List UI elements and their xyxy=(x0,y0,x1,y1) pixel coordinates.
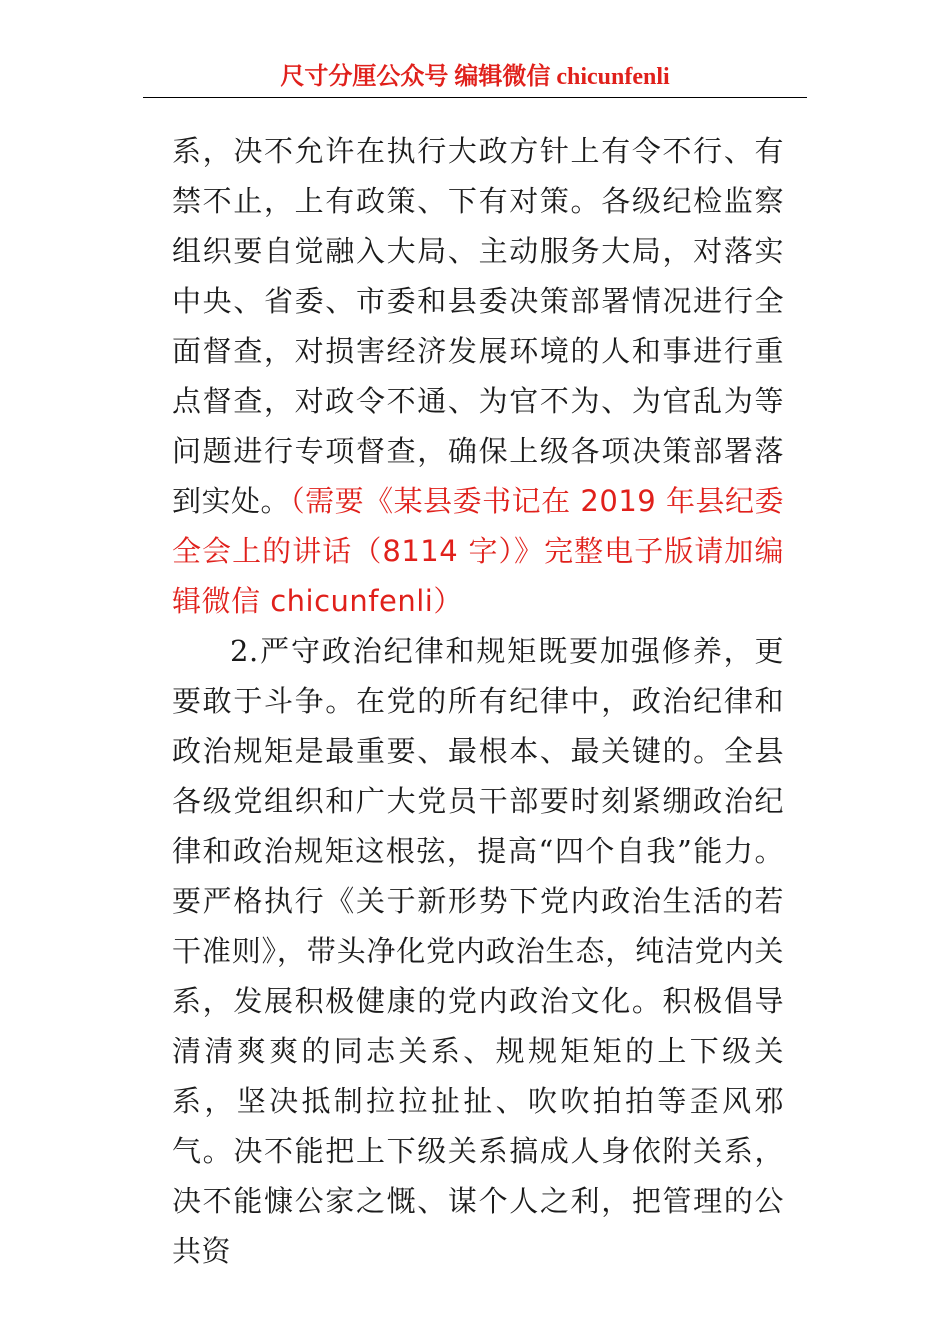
page-header: 尺寸分厘公众号 编辑微信 chicunfenli xyxy=(280,64,670,90)
paragraph-1 xyxy=(172,126,784,626)
document-body xyxy=(172,126,784,1276)
paragraph-1-text: 系，决不允许在执行大政方针上有令不行、有禁不止，上有政策、下有对策。各级纪检监察组织要自觉融入大局、主动服务大局，对落实中央、省委、市委和县委决策部署情况进行全面督查，对损害经济发展环境的人和事进行重点督查，对政令不通、为官不为、为官乱为等问题进行专项督查，确保上级各项决策部署落到实处。 xyxy=(172,134,784,518)
header-divider xyxy=(143,97,807,98)
paragraph-2: 2.严守政治纪律和规矩既要加强修养，更要敢于斗争。在党的所有纪律中，政治纪律和政治规矩是最重要、最根本、最关键的。全县各级党组织和广大党员干部要时刻紧绷政治纪律和政治规矩这根弦，提高“四个自我”能力。要严格执行《关于新形势下党内政治生活的若干准则》，带头净化党内政治生态，纯洁党内关系，发展积极健康的党内政治文化。积极倡导清清爽爽的同志关系、规规矩矩的上下级关系，坚决抵制拉拉扯扯、吹吹拍拍等歪风邪气。决不能把上下级关系搞成人身依附关系，决不能慷公家之慨、谋个人之利，把管理的公共资 xyxy=(172,634,784,1268)
download-notice: （需要《某县委书记在 2019 年县纪委全会上的讲话（8114 字）》完整电子版请加编辑微信 chicunfenli） xyxy=(172,484,784,618)
